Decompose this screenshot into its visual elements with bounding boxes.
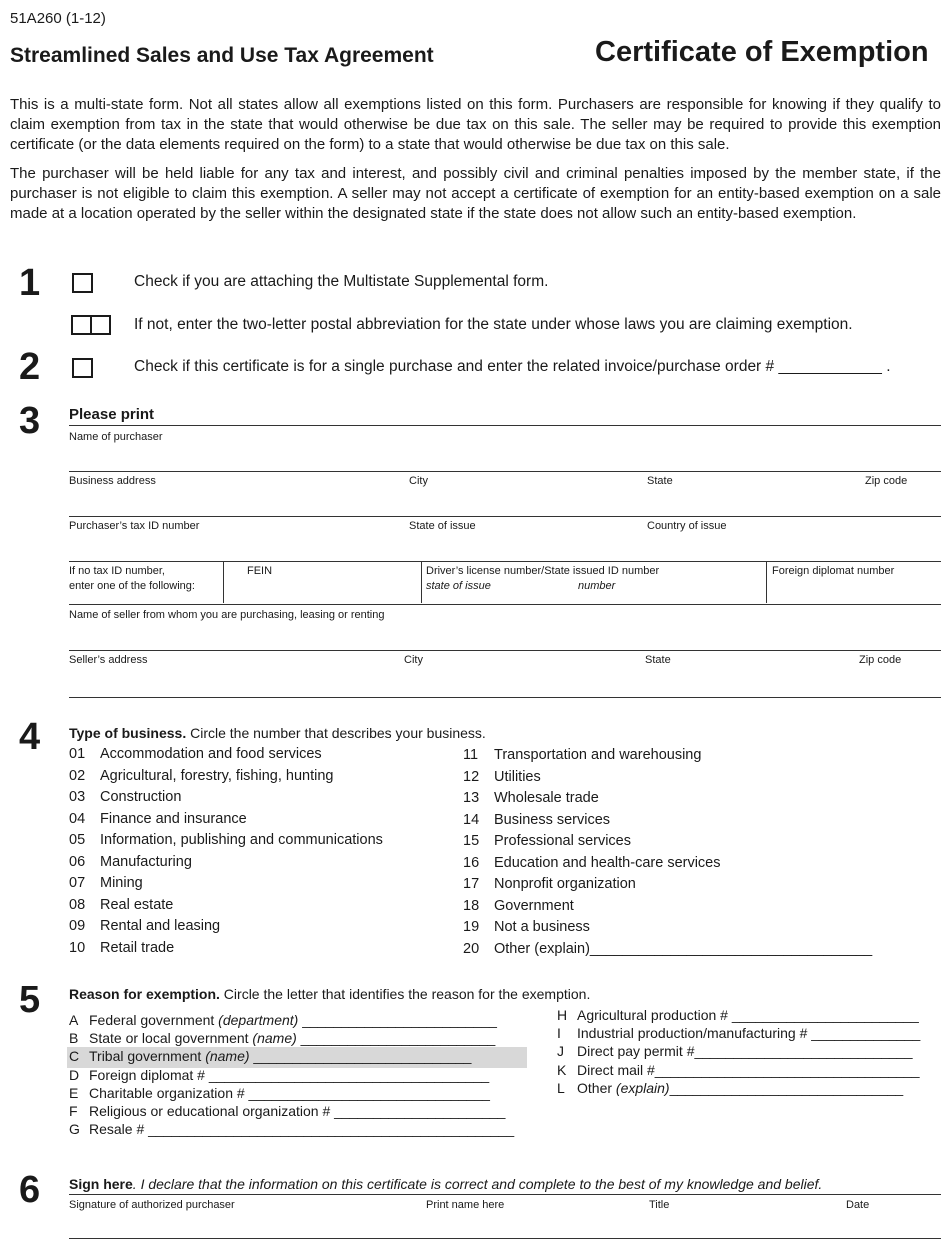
business-type-label: Accommodation and food services	[100, 746, 322, 762]
business-type-label: Mining	[100, 875, 143, 891]
business-type-label: Government	[494, 897, 574, 914]
business-type-label: Manufacturing	[100, 853, 192, 870]
reason-item[interactable]	[69, 1121, 514, 1137]
business-address-label: Business address	[69, 475, 156, 487]
seller-address-label: Seller’s address	[69, 654, 148, 666]
reason-label: Direct pay permit #	[577, 1043, 695, 1060]
intro-paragraph-2: The purchaser will be held liable for any tax and interest, and possibly civil and criminal penalties imposed by the member state, if the purchaser is not eligible to claim this exemption. A seller may not accept a certificate of exemption for an entity-based exemption on a sale made at a location operated by the seller within the designated state if the state does not allow such an entity-based exemption.	[10, 165, 941, 222]
business-address-field[interactable]	[69, 516, 941, 517]
intro-paragraph-1: This is a multi-state form. Not all states allow all exemptions listed on this form. Purchasers are responsible for knowing if they qualify to claim exemption from tax in the state that would otherwise be due tax on this sale. The seller may be required to provide this exemption certificate (or the data elements required on the form) to a state that would otherwise be due tax on this sale.	[10, 96, 941, 153]
section-6-number: 6	[19, 1169, 41, 1211]
signature-label: Signature of authorized purchaser	[69, 1199, 235, 1211]
business-type-number: 06	[69, 853, 86, 870]
reason-qualifier: (explain)	[612, 1079, 670, 1096]
tax-id-label: Purchaser’s tax ID number	[69, 520, 200, 532]
reason-item[interactable]	[557, 1007, 919, 1023]
business-type-label: Finance and insurance	[100, 810, 247, 827]
reason-blank[interactable]: ____________________________	[694, 1043, 913, 1060]
business-type-item[interactable]	[463, 747, 701, 763]
please-print-heading: Please print	[69, 406, 155, 423]
business-type-item[interactable]	[463, 790, 599, 806]
reason-blank[interactable]: ____________________________________	[204, 1066, 490, 1083]
reason-blank[interactable]: _________________________	[298, 1012, 497, 1028]
divider	[69, 425, 941, 426]
reason-blank[interactable]: _________________________	[296, 1030, 496, 1047]
reason-letter: H	[557, 1007, 568, 1023]
reason-heading: Reason for exemption. Circle the letter that identifies the reason for the exemption.	[69, 986, 591, 1002]
divider	[223, 562, 224, 603]
seller-name-label: Name of seller from whom you are purchasing, leasing or renting	[69, 609, 385, 621]
reason-label: Federal government	[89, 1012, 215, 1028]
reason-blank[interactable]: ________________________	[727, 1007, 919, 1023]
business-type-item[interactable]	[69, 897, 173, 913]
business-type-item[interactable]	[69, 940, 174, 956]
dl-state-label: state of issue	[426, 580, 491, 592]
business-type-number: 12	[463, 768, 480, 785]
section-4-number: 4	[19, 716, 41, 758]
business-type-number: 04	[69, 810, 86, 827]
dl-number-label: number	[578, 580, 616, 592]
purchaser-name-field[interactable]	[69, 471, 941, 472]
business-type-number: 05	[69, 832, 86, 848]
reason-label: Tribal government	[89, 1048, 202, 1065]
business-type-label: Construction	[100, 789, 182, 805]
purchaser-name-label: Name of purchaser	[69, 431, 163, 443]
page-title: Certificate of Exemption	[595, 36, 929, 68]
business-type-item[interactable]	[69, 768, 333, 784]
reason-blank[interactable]: _______________________________________________	[144, 1121, 515, 1138]
seller-zip-label: Zip code	[859, 654, 902, 666]
reason-item[interactable]	[69, 1030, 495, 1046]
reason-letter: A	[69, 1012, 79, 1028]
business-type-number: 03	[69, 789, 86, 805]
print-name-label: Print name here	[426, 1199, 505, 1211]
no-tax-id-label-1: If no tax ID number,	[69, 565, 165, 577]
diplomat-number-label: Foreign diplomat number	[772, 565, 895, 577]
reason-qualifier: (name)	[201, 1048, 250, 1065]
title-label: Title	[649, 1199, 670, 1211]
business-type-item[interactable]	[463, 876, 636, 892]
reason-label: Foreign diplomat #	[89, 1066, 205, 1083]
state-abbrev-box-2[interactable]	[90, 315, 111, 335]
business-type-item[interactable]	[463, 833, 631, 849]
reason-label: Direct mail #	[577, 1061, 655, 1078]
section-1-number: 1	[19, 262, 41, 304]
reason-letter: B	[69, 1030, 79, 1047]
reason-blank[interactable]: ____________________________	[249, 1048, 472, 1065]
business-type-number: 14	[463, 811, 480, 828]
business-type-number: 11	[463, 747, 479, 763]
business-type-label: Other (explain)___________________________________	[494, 940, 873, 957]
business-type-item[interactable]	[69, 811, 247, 827]
business-type-item[interactable]	[69, 918, 220, 934]
reason-letter: F	[69, 1103, 78, 1119]
section-3-number: 3	[19, 400, 41, 442]
business-type-label: Nonprofit organization	[494, 876, 636, 892]
reason-blank[interactable]: ______________________________	[669, 1079, 904, 1096]
reason-item[interactable]	[557, 1062, 920, 1078]
reason-item[interactable]	[69, 1067, 489, 1083]
business-type-number: 17	[463, 876, 480, 892]
reason-item[interactable]	[557, 1080, 903, 1096]
business-type-label: Agricultural, forestry, fishing, hunting	[100, 767, 334, 784]
reason-letter: D	[69, 1066, 80, 1083]
business-type-number: 01	[69, 746, 86, 762]
reason-label: Resale #	[89, 1121, 145, 1138]
business-type-label: Not a business	[494, 919, 590, 935]
reason-label: Charitable organization #	[89, 1084, 245, 1101]
reason-letter: C	[69, 1048, 80, 1065]
reason-qualifier: (name)	[248, 1030, 297, 1047]
business-type-item[interactable]	[69, 746, 322, 762]
business-type-item[interactable]	[69, 854, 192, 870]
supplemental-checkbox[interactable]	[72, 273, 93, 293]
business-type-number: 13	[463, 790, 480, 806]
divider	[766, 562, 767, 603]
business-type-number: 02	[69, 767, 86, 784]
reason-blank[interactable]: __________________________________	[654, 1061, 920, 1078]
business-type-number: 19	[463, 919, 480, 935]
sign-heading: Sign here. I declare that the information on this certificate is correct and complete to the best of my knowledge and belief.	[69, 1176, 823, 1192]
fein-label: FEIN	[247, 565, 273, 577]
reason-label: Agricultural production #	[577, 1007, 728, 1023]
reason-item[interactable]	[69, 1085, 490, 1101]
reason-letter: K	[557, 1061, 567, 1078]
signature-field[interactable]	[69, 1238, 941, 1239]
business-type-label: Transportation and warehousing	[494, 747, 702, 763]
business-type-label: Rental and leasing	[100, 918, 221, 934]
divider	[421, 562, 422, 603]
reason-label: Other	[577, 1079, 613, 1096]
divider	[69, 1194, 941, 1195]
reason-label: Industrial production/manufacturing #	[577, 1025, 808, 1042]
business-type-label: Retail trade	[100, 939, 175, 956]
business-type-item[interactable]	[463, 898, 574, 914]
zip-label: Zip code	[865, 475, 908, 487]
reason-letter: J	[557, 1043, 564, 1060]
state-label: State	[647, 475, 673, 487]
reason-blank[interactable]: _______________________________	[244, 1084, 490, 1101]
seller-state-label: State	[645, 654, 671, 666]
city-label: City	[409, 475, 428, 487]
business-type-label: Professional services	[494, 833, 631, 849]
state-abbrev-box-1[interactable]	[71, 315, 92, 335]
business-type-number: 18	[463, 897, 480, 914]
supplemental-label: Check if you are attaching the Multistate Supplemental form.	[134, 273, 549, 290]
seller-address-field[interactable]	[69, 697, 941, 698]
reason-label: State or local government	[89, 1030, 249, 1047]
business-type-number: 08	[69, 896, 86, 913]
state-abbrev-label: If not, enter the two-letter postal abbreviation for the state under whose laws you are claiming exemption.	[134, 316, 853, 333]
reason-label: Religious or educational organization #	[89, 1103, 331, 1119]
business-type-number: 20	[463, 940, 480, 957]
business-type-item[interactable]	[69, 875, 143, 891]
business-type-label: Wholesale trade	[494, 790, 599, 806]
state-of-issue-label: State of issue	[409, 520, 476, 532]
seller-city-label: City	[404, 654, 423, 666]
business-type-item[interactable]	[463, 812, 610, 828]
reason-blank[interactable]: ______________________	[330, 1103, 506, 1119]
reason-qualifier: (department)	[214, 1012, 299, 1028]
form-number: 51A260 (1-12)	[10, 10, 106, 27]
business-type-number: 16	[463, 854, 480, 871]
reason-letter: E	[69, 1084, 79, 1101]
no-tax-id-label-2: enter one of the following:	[69, 580, 195, 592]
business-type-item[interactable]	[463, 919, 590, 935]
business-type-number: 10	[69, 939, 86, 956]
business-type-number: 15	[463, 833, 480, 849]
agreement-title: Streamlined Sales and Use Tax Agreement	[10, 44, 434, 67]
business-type-item[interactable]	[463, 855, 721, 871]
seller-name-field[interactable]	[69, 650, 941, 651]
reason-letter: G	[69, 1121, 80, 1138]
business-type-label: Real estate	[100, 896, 174, 913]
reason-blank[interactable]: ______________	[807, 1025, 921, 1042]
reason-item[interactable]	[557, 1025, 920, 1041]
date-label: Date	[846, 1199, 870, 1211]
business-type-item[interactable]	[69, 832, 383, 848]
section-5-number: 5	[19, 979, 41, 1021]
business-type-item[interactable]	[463, 941, 872, 957]
tax-id-field[interactable]	[69, 561, 941, 562]
section-2-number: 2	[19, 346, 41, 388]
business-type-label: Business services	[494, 811, 611, 828]
id-numbers-field[interactable]	[69, 604, 941, 605]
business-type-item[interactable]	[463, 769, 541, 785]
business-type-label: Utilities	[494, 768, 541, 785]
reason-item[interactable]	[557, 1043, 913, 1059]
reason-letter: I	[557, 1025, 561, 1042]
reason-letter: L	[557, 1079, 565, 1096]
single-purchase-label: Check if this certificate is for a single purchase and enter the related invoice/purchase order # ____________ .	[134, 358, 891, 375]
business-type-number: 07	[69, 875, 86, 891]
business-type-label: Information, publishing and communications	[100, 832, 383, 848]
single-purchase-checkbox[interactable]	[72, 358, 93, 378]
reason-item[interactable]	[69, 1012, 497, 1028]
business-type-number: 09	[69, 918, 86, 934]
business-type-label: Education and health-care services	[494, 854, 721, 871]
drivers-license-label: Driver’s license number/State issued ID number	[426, 565, 660, 577]
reason-item[interactable]	[69, 1048, 471, 1064]
reason-item[interactable]	[69, 1103, 505, 1119]
business-type-heading: Type of business. Circle the number that describes your business.	[69, 725, 486, 741]
country-of-issue-label: Country of issue	[647, 520, 727, 532]
business-type-item[interactable]	[69, 789, 181, 805]
